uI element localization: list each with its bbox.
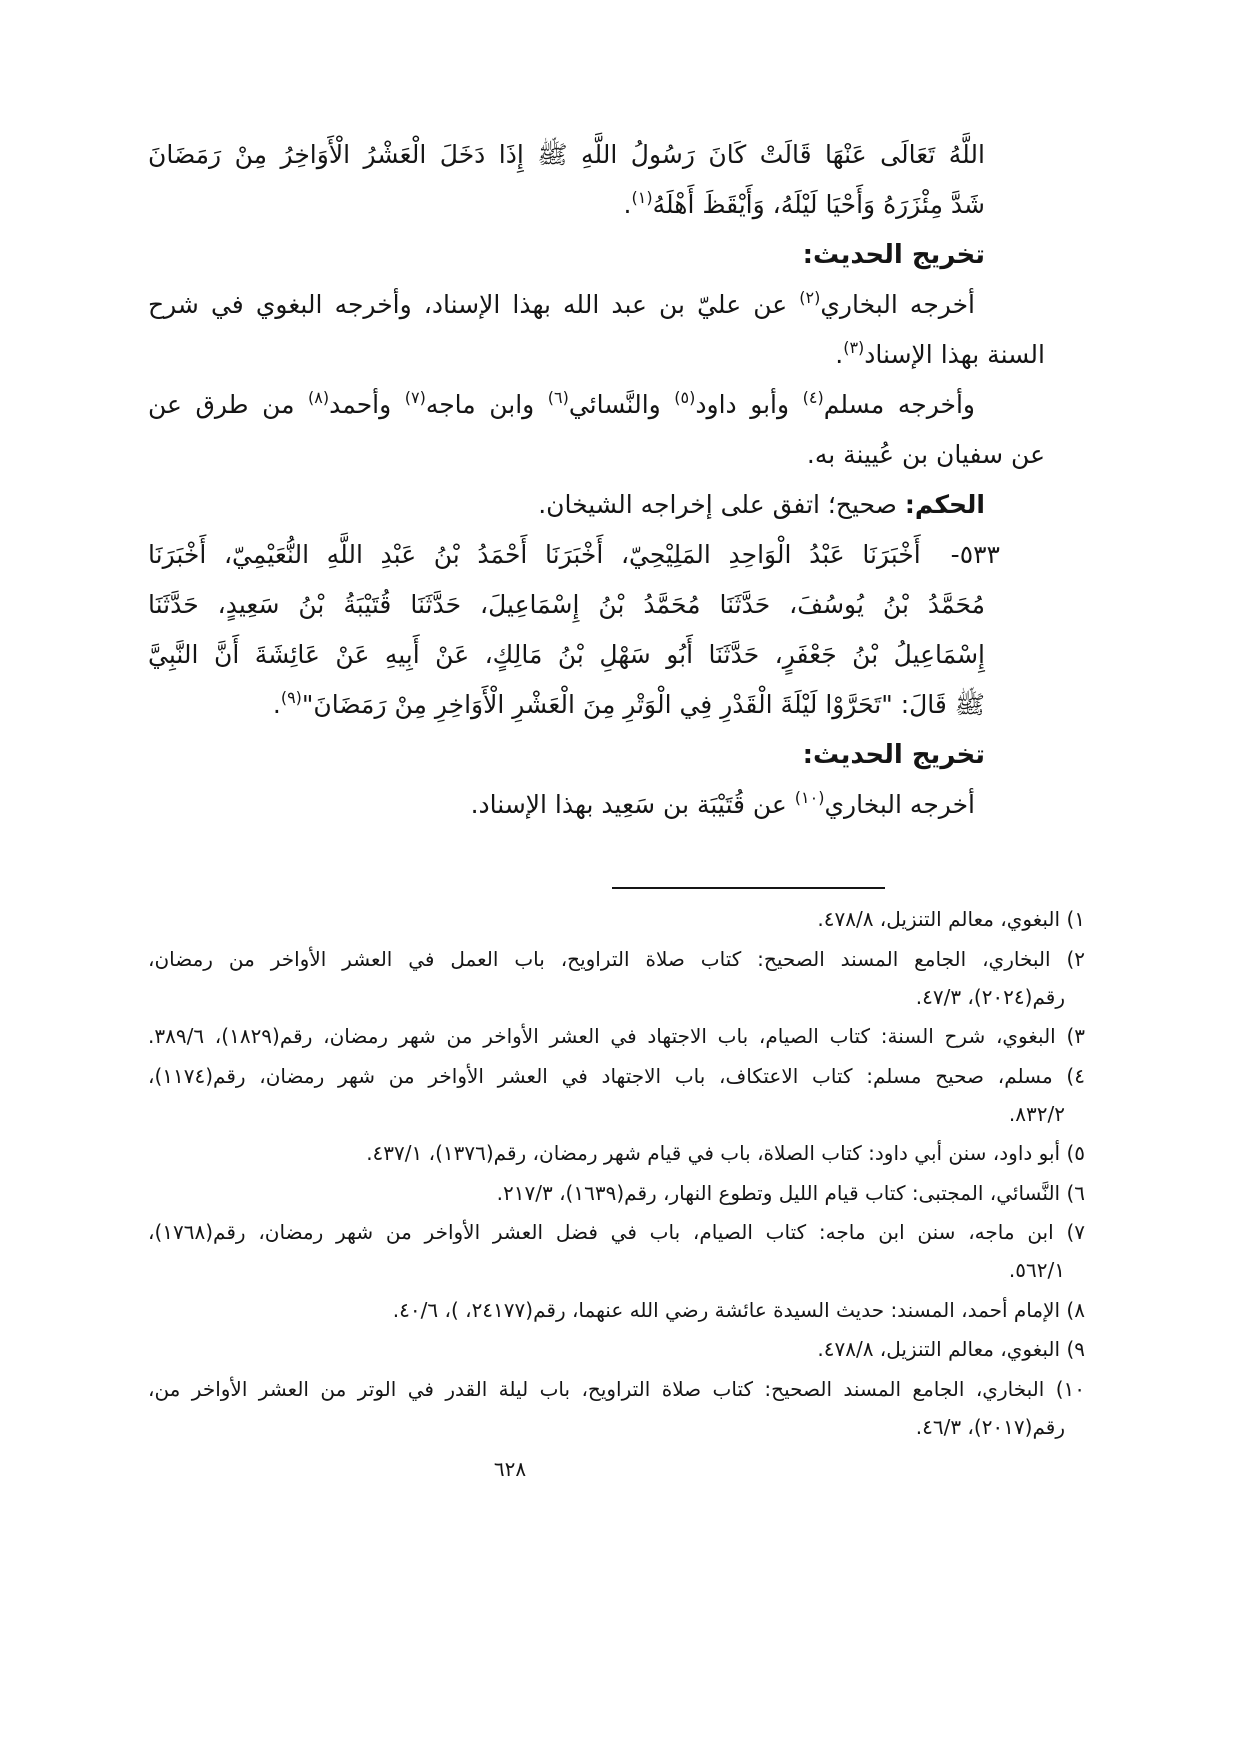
- footnote: [148, 1370, 1085, 1446]
- footnote-line: ٤) مسلم، صحيح مسلم: كتاب الاعتكاف، باب الاجتهاد في العشر الأواخر من شهر رمضان، رقم(١١٧٤)،: [148, 1063, 1085, 1088]
- hadith-line: [148, 530, 1045, 580]
- hadith-text: ﷺ قَالَ: "تَحَرَّوْا لَيْلَةَ الْقَدْرِ فِي الْوَتْرِ مِنَ الْعَشْرِ الْأَوَاخِرِ مِنْ رَمَضَانَ": [301, 690, 985, 719]
- footnote: [148, 1291, 1085, 1329]
- footnote-line: ٢) البخاري، الجامع المسند الصحيح: كتاب صلاة التراويح، باب العمل في العشر الأواخر من رمضان،: [148, 946, 1085, 971]
- footnote-ref: (١): [631, 188, 653, 207]
- paragraph-text: من طرق عن: [148, 390, 309, 419]
- footnote-ref: (١٠): [794, 788, 825, 807]
- footnote-line: ٥) أبو داود، سنن أبي داود: كتاب الصلاة، باب في قيام شهر رمضان، رقم(١٣٧٦)، ٤٣٧/١.: [366, 1141, 1085, 1165]
- hadith-line: [148, 680, 1045, 730]
- hadith-line: إِسْمَاعِيلُ بْنُ جَعْفَرٍ، حَدَّثَنَا أَبُو سَهْلِ بْنُ مَالِكٍ، عَنْ أَبِيهِ عَنْ عَائِشَةَ أَنَّ النَّبِيَّ: [148, 640, 985, 669]
- footnote-line: ٨٣٢/٢.: [1008, 1101, 1065, 1126]
- footnote-ref: (٧): [404, 388, 426, 407]
- footnote-line: رقم(٢٠١٧)، ٤٦/٣.: [915, 1414, 1065, 1439]
- paragraph-text: وأحمد: [329, 390, 405, 419]
- sentence-end: .: [272, 690, 281, 719]
- main-text: [148, 130, 1045, 830]
- paragraph-text: أخرجه البخاري: [820, 290, 975, 319]
- paragraph-line: [148, 780, 1045, 830]
- paragraph-line: عن سفيان بن عُيينة به.: [806, 440, 1045, 469]
- paragraph-text: وابن ماجه: [425, 390, 548, 419]
- footnote-line: رقم(٢٠٢٤)، ٤٧/٣.: [915, 984, 1065, 1009]
- footnote: [148, 1330, 1085, 1368]
- footnote-ref: (٦): [547, 388, 569, 407]
- hadith-text: شَدَّ مِئْزَرَهُ وَأَحْيَا لَيْلَهُ، وَأَيْقَظَ أَهْلَهُ: [652, 190, 985, 219]
- paragraph-line: [148, 330, 1045, 380]
- sentence-end: .: [623, 190, 632, 219]
- footnotes: [148, 900, 1085, 1447]
- hadith-text: أَخْبَرَنَا عَبْدُ الْوَاحِدِ المَلِيْحِيّ، أَخْبَرَنَا أَحْمَدُ بْنُ عَبْدِ اللَّهِ النُّعَيْمِيّ، أَخْبَرَنَا: [148, 540, 921, 569]
- paragraph-text: وأخرجه مسلم: [823, 390, 975, 419]
- footnote-ref: (٨): [308, 388, 330, 407]
- footnote-line: ٣) البغوي، شرح السنة: كتاب الصيام، باب الاجتهاد في العشر الأواخر من شهر رمضان، رقم(١٨٢٩)، ٣٨٩/٦.: [148, 1024, 1085, 1048]
- footnote: [148, 1057, 1085, 1133]
- footnote: [148, 940, 1085, 1016]
- paragraph-text: عن قُتَيْبَة بن سَعِيد بهذا الإسناد.: [470, 790, 795, 819]
- footnote-ref: (٥): [674, 388, 696, 407]
- footnote: [148, 900, 1085, 938]
- paragraph-line: [148, 380, 1045, 430]
- footnote: [148, 1134, 1085, 1172]
- footnote: [148, 1017, 1085, 1055]
- paragraph-text: السنة بهذا الإسناد: [864, 340, 1045, 369]
- footnote: [148, 1174, 1085, 1212]
- hadith-line: [148, 180, 1045, 230]
- footnote-line: ٥٦٢/١.: [1008, 1258, 1065, 1282]
- footnote-line: ٦) النَّسائي، المجتبى: كتاب قيام الليل وتطوع النهار، رقم(١٦٣٩)، ٢١٧/٣.: [496, 1180, 1085, 1205]
- footnote-ref: (٣): [843, 338, 865, 357]
- hadith-line: مُحَمَّدُ بْنُ يُوسُفَ، حَدَّثَنَا مُحَمَّدُ بْنُ إِسْمَاعِيلَ، حَدَّثَنَا قُتَيْبَةُ بْنُ سَعِيدٍ، حَدَّثَنَا: [148, 590, 985, 619]
- footnote-ref: (٢): [799, 288, 821, 307]
- footnote-line: ٧) ابن ماجه، سنن ابن ماجه: كتاب الصيام، باب في فضل العشر الأواخر من شهر رمضان، رقم(١٧٦٨)،: [148, 1220, 1085, 1244]
- footnote-ref: (٤): [802, 388, 824, 407]
- ruling-line: [148, 480, 1045, 530]
- paragraph-text: والنَّسائي: [568, 390, 675, 419]
- hadith-number: ٥٣٣-: [950, 540, 1000, 569]
- footnote-ref: (٩): [280, 688, 302, 707]
- footnote-line: ١٠) البخاري، الجامع المسند الصحيح: كتاب صلاة التراويح، باب ليلة القدر في الوتر من العشر الأواخر من،: [148, 1376, 1085, 1401]
- footnote: [148, 1213, 1085, 1289]
- page-number: ٦٢٨: [493, 1457, 527, 1481]
- ruling-text: صحيح؛ اتفق على إخراجه الشيخان.: [538, 490, 905, 519]
- footnote-line: ١) البغوي، معالم التنزيل، ٤٧٨/٨.: [817, 907, 1085, 931]
- ruling-label: الحكم:: [904, 490, 985, 519]
- footnote-separator: [612, 887, 885, 889]
- section-heading: تخريج الحديث:: [802, 240, 985, 270]
- paragraph-text: أخرجه البخاري: [824, 790, 975, 819]
- paragraph-text: وأبو داود: [695, 390, 803, 419]
- footnote-line: ٩) البغوي، معالم التنزيل، ٤٧٨/٨.: [817, 1337, 1085, 1361]
- hadith-line: اللَّهُ تَعَالَى عَنْهَا قَالَتْ كَانَ رَسُولُ اللَّهِ ﷺ إِذَا دَخَلَ الْعَشْرُ الْأَوَاخِرُ مِنْ رَمَضَانَ: [148, 140, 985, 169]
- footnote-line: ٨) الإمام أحمد، المسند: حديث السيدة عائشة رضي الله عنهما، رقم(٢٤١٧٧، )، ٤٠/٦.: [392, 1297, 1085, 1322]
- paragraph-line: [148, 280, 1045, 330]
- sentence-end: .: [835, 340, 844, 369]
- section-heading: تخريج الحديث:: [802, 740, 985, 770]
- paragraph-text: عن عليّ بن عبد الله بهذا الإسناد، وأخرجه البغوي في شرح: [148, 290, 800, 319]
